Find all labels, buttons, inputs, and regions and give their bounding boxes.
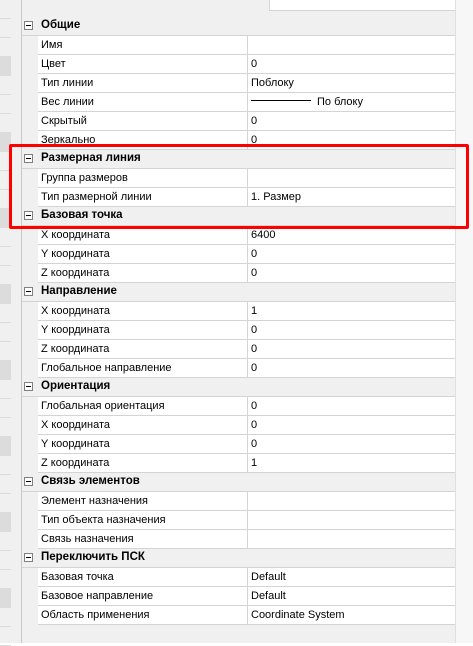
strip-cell	[0, 475, 11, 494]
property-name: Y координата	[38, 321, 248, 340]
strip-cell	[0, 627, 11, 646]
strip-cell	[0, 361, 11, 380]
property-value-field[interactable]	[248, 530, 456, 549]
property-row[interactable]	[22, 397, 456, 416]
section-header[interactable]	[22, 378, 456, 397]
property-row[interactable]	[22, 511, 456, 530]
property-value-field[interactable]: 0	[248, 416, 456, 435]
property-value-field[interactable]: 0	[248, 321, 456, 340]
property-name: Зеркально	[38, 131, 248, 150]
property-row[interactable]	[22, 435, 456, 454]
property-row[interactable]	[22, 245, 456, 264]
collapse-icon[interactable]	[24, 382, 33, 391]
property-name: Цвет	[38, 55, 248, 74]
strip-cell	[0, 247, 11, 266]
property-name: Y координата	[38, 435, 248, 454]
section-title: Связь элементов	[41, 475, 140, 487]
property-row[interactable]	[22, 188, 456, 207]
section-header[interactable]	[22, 473, 456, 492]
property-row[interactable]	[22, 454, 456, 473]
property-row[interactable]	[22, 587, 456, 606]
strip-cell	[0, 513, 11, 532]
property-value-field[interactable]: Coordinate System	[248, 606, 456, 625]
strip-cell	[0, 95, 11, 114]
strip-cell	[0, 380, 11, 399]
property-name: Тип размерной линии	[38, 188, 248, 207]
property-row[interactable]	[22, 36, 456, 55]
collapse-icon[interactable]	[24, 211, 33, 220]
property-value: По блоку	[317, 96, 363, 108]
property-row[interactable]	[22, 55, 456, 74]
collapse-icon[interactable]	[24, 287, 33, 296]
property-rows	[22, 17, 456, 625]
collapse-icon[interactable]	[24, 21, 33, 30]
property-row[interactable]	[22, 530, 456, 549]
strip-cell	[0, 570, 11, 589]
property-row[interactable]	[22, 264, 456, 283]
property-value-field[interactable]	[248, 492, 456, 511]
strip-cell	[0, 152, 11, 171]
property-value-field[interactable]: 0	[248, 359, 456, 378]
property-name: Группа размеров	[38, 169, 248, 188]
property-name: Тип линии	[38, 74, 248, 93]
property-value-field[interactable]: 0	[248, 435, 456, 454]
property-name: Связь назначения	[38, 530, 248, 549]
strip-cell	[0, 209, 11, 228]
property-value-field[interactable]: 0	[248, 131, 456, 150]
property-name: Z координата	[38, 264, 248, 283]
strip-cell	[0, 589, 11, 608]
strip-cell	[0, 494, 11, 513]
strip-cell	[0, 532, 11, 551]
property-value-field[interactable]: 1	[248, 302, 456, 321]
property-value-field[interactable]: 0	[248, 112, 456, 131]
strip-cell	[0, 437, 11, 456]
property-name: Z координата	[38, 454, 248, 473]
collapse-icon[interactable]	[24, 477, 33, 486]
section-title: Направление	[41, 285, 117, 297]
strip-cell	[0, 285, 11, 304]
property-row[interactable]	[22, 568, 456, 587]
section-header[interactable]	[22, 150, 456, 169]
property-value-field[interactable]: 0	[248, 340, 456, 359]
property-name: X координата	[38, 416, 248, 435]
strip-cell	[0, 551, 11, 570]
grid-gutter	[11, 0, 21, 643]
property-value-field[interactable]: 0	[248, 264, 456, 283]
strip-cell	[0, 114, 11, 133]
property-row[interactable]	[22, 93, 456, 112]
property-value-field[interactable]: 0	[248, 397, 456, 416]
property-name: Имя	[38, 36, 248, 55]
strip-cell	[0, 190, 11, 209]
strip-cell	[0, 171, 11, 190]
strip-cell	[0, 418, 11, 437]
property-value-field[interactable]: Поблоку	[248, 74, 456, 93]
section-header[interactable]	[22, 283, 456, 302]
property-row[interactable]	[22, 74, 456, 93]
strip-cell	[0, 304, 11, 323]
property-value-field[interactable]	[248, 36, 456, 55]
property-grid	[21, 0, 456, 643]
property-row[interactable]	[22, 321, 456, 340]
strip-cell	[0, 19, 11, 38]
right-edge	[455, 0, 473, 643]
section-header[interactable]	[22, 207, 456, 226]
property-row[interactable]	[22, 416, 456, 435]
property-value-field[interactable]: 0	[248, 245, 456, 264]
property-name: Z координата	[38, 340, 248, 359]
strip-cell	[0, 456, 11, 475]
previous-row-fragment	[269, 0, 456, 11]
property-name: Базовое направление	[38, 587, 248, 606]
strip-cell	[0, 76, 11, 95]
property-row[interactable]	[22, 359, 456, 378]
property-value-field[interactable]	[248, 511, 456, 530]
strip-cell	[0, 342, 11, 361]
section-header[interactable]	[22, 549, 456, 568]
property-name: X координата	[38, 302, 248, 321]
strip-cell	[0, 228, 11, 247]
section-title: Базовая точка	[41, 209, 123, 221]
property-value-field[interactable]	[248, 93, 456, 112]
property-row[interactable]	[22, 226, 456, 245]
line-weight-sample	[251, 100, 311, 101]
section-title: Ориентация	[41, 380, 111, 392]
strip-cell	[0, 323, 11, 342]
property-value-field[interactable]: 6400	[248, 226, 456, 245]
property-name: X координата	[38, 226, 248, 245]
property-row[interactable]	[22, 492, 456, 511]
property-row[interactable]	[22, 606, 456, 625]
property-value-field[interactable]: Default	[248, 568, 456, 587]
property-name: Y координата	[38, 245, 248, 264]
property-name: Скрытый	[38, 112, 248, 131]
property-row[interactable]	[22, 169, 456, 188]
strip-cell	[0, 399, 11, 418]
strip-cell	[0, 608, 11, 627]
section-title: Переключить ПСК	[41, 551, 145, 563]
strip-cell	[0, 57, 11, 76]
property-name: Область применения	[38, 606, 248, 625]
property-name: Элемент назначения	[38, 492, 248, 511]
strip-cell	[0, 0, 11, 19]
collapse-icon[interactable]	[24, 154, 33, 163]
property-name: Базовая точка	[38, 568, 248, 587]
property-name: Тип объекта назначения	[38, 511, 248, 530]
property-row[interactable]	[22, 340, 456, 359]
property-row[interactable]	[22, 112, 456, 131]
section-title: Размерная линия	[41, 152, 141, 164]
property-row[interactable]	[22, 131, 456, 150]
strip-cell	[0, 266, 11, 285]
property-name: Глобальная ориентация	[38, 397, 248, 416]
property-value-field[interactable]: Default	[248, 587, 456, 606]
section-title: Общие	[41, 19, 81, 31]
property-value-field[interactable]	[248, 169, 456, 188]
property-name: Вес линии	[38, 93, 248, 112]
collapse-icon[interactable]	[24, 553, 33, 562]
section-header[interactable]	[22, 17, 456, 36]
strip-cell	[0, 38, 11, 57]
property-value-field[interactable]: 1. Размер	[248, 188, 456, 207]
strip-cell	[0, 133, 11, 152]
property-value-field[interactable]: 1	[248, 454, 456, 473]
property-row[interactable]	[22, 302, 456, 321]
property-name: Глобальное направление	[38, 359, 248, 378]
property-value-field[interactable]: 0	[248, 55, 456, 74]
